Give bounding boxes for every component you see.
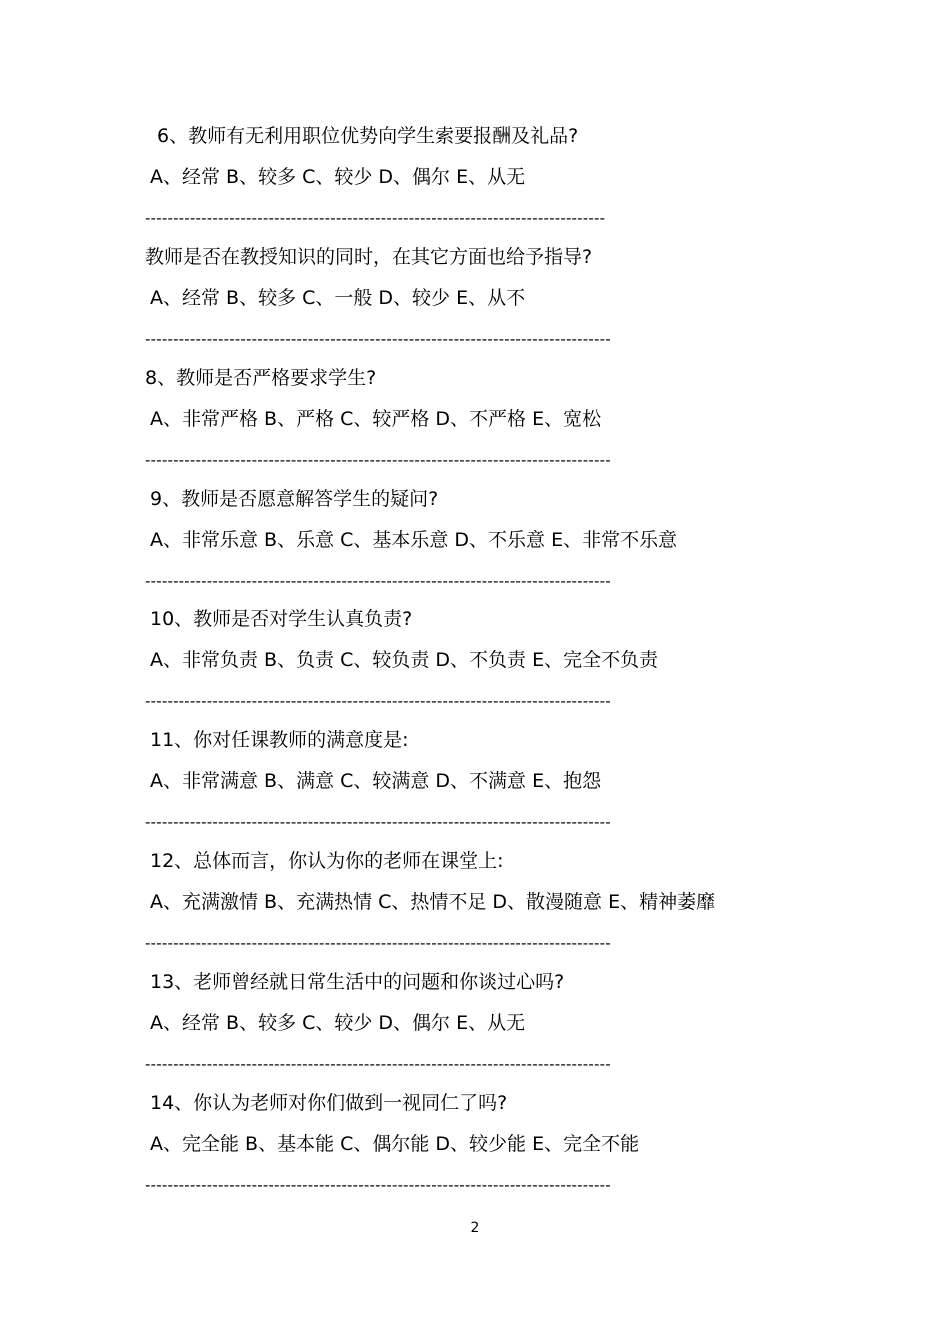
separator-line: ----------------------------------------------------------------------------------- <box>145 451 611 469</box>
separator-line: ----------------------------------------------------------------------------------- <box>145 813 611 831</box>
separator-line: ----------------------------------------------------------------------------------- <box>145 572 611 590</box>
separator-line: ----------------------------------------------------------------------------------- <box>145 1055 611 1073</box>
question-10-text: 10、教师是否对学生认真负责? <box>150 608 413 630</box>
separator-line: ----------------------------------------------------------------------------------- <box>145 692 611 710</box>
question-6-options: A、经常 B、较多 C、较少 D、偶尔 E、从无 <box>150 166 526 188</box>
question-11-text: 11、你对任课教师的满意度是: <box>150 729 409 751</box>
page-number: 2 <box>470 1220 480 1236</box>
question-10-options: A、非常负责 B、负责 C、较负责 D、不负责 E、完全不负责 <box>150 649 659 671</box>
question-11-options: A、非常满意 B、满意 C、较满意 D、不满意 E、抱怨 <box>150 770 602 792</box>
question-8-options: A、非常严格 B、严格 C、较严格 D、不严格 E、宽松 <box>150 408 602 430</box>
question-6-text: 6、教师有无利用职位优势向学生索要报酬及礼品? <box>157 125 579 147</box>
question-7-options: A、经常 B、较多 C、一般 D、较少 E、从不 <box>150 287 526 309</box>
question-9-text: 9、教师是否愿意解答学生的疑问? <box>150 488 439 510</box>
question-8-text: 8、教师是否严格要求学生? <box>145 367 377 389</box>
separator-line: ----------------------------------------------------------------------------------- <box>145 934 611 952</box>
separator-line: ----------------------------------------------------------------------------------- <box>145 330 611 348</box>
question-12-text: 12、总体而言，你认为你的老师在课堂上: <box>150 850 504 872</box>
question-12-options: A、充满激情 B、充满热情 C、热情不足 D、散漫随意 E、精神萎靡 <box>150 891 716 913</box>
question-13-text: 13、老师曾经就日常生活中的问题和你谈过心吗? <box>150 971 565 993</box>
question-7-text: 教师是否在教授知识的同时，在其它方面也给予指导? <box>145 246 593 268</box>
question-14-options: A、完全能 B、基本能 C、偶尔能 D、较少能 E、完全不能 <box>150 1133 640 1155</box>
question-13-options: A、经常 B、较多 C、较少 D、偶尔 E、从无 <box>150 1012 526 1034</box>
question-9-options: A、非常乐意 B、乐意 C、基本乐意 D、不乐意 E、非常不乐意 <box>150 529 678 551</box>
separator-line: ----------------------------------------------------------------------------------- <box>145 1176 611 1194</box>
question-14-text: 14、你认为老师对你们做到一视同仁了吗? <box>150 1092 508 1114</box>
separator-line: ---------------------------------------------------------------------------------- <box>145 209 606 227</box>
